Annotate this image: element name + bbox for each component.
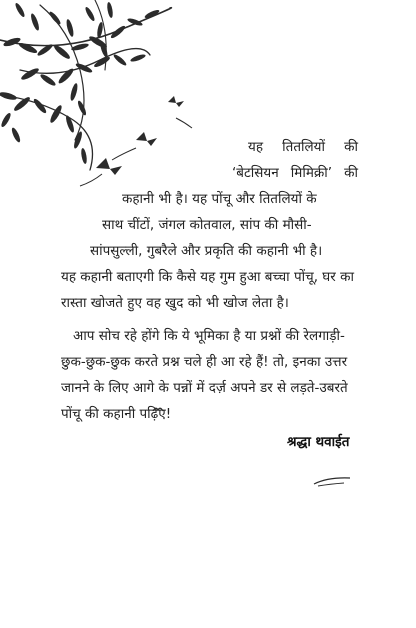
paragraph1-line4: साथ चींटों, जंगल कोतवाल, सांप की मौसी- bbox=[102, 217, 312, 233]
butterfly-icon-top bbox=[168, 96, 184, 107]
paragraph2-line1: आप सोच रहे होंगे कि ये भूमिका है या प्रश्नों की रेलगाड़ी- bbox=[73, 328, 345, 344]
paragraph1-line2 bbox=[232, 164, 358, 182]
word: की bbox=[344, 139, 358, 155]
paragraph2-line3: जानने के लिए आगे के पन्नों में दर्ज़ अपने डर से लड़ते-उबरते bbox=[61, 380, 348, 396]
willow-butterflies-illustration bbox=[0, 0, 240, 220]
flourish-decoration bbox=[312, 474, 352, 488]
author-signature: श्रद्धा थवाईत bbox=[287, 434, 350, 450]
paragraph2-line4: पोंचू की कहानी पढ़िए! bbox=[61, 406, 172, 422]
word: ‘बेटसियन bbox=[232, 165, 279, 181]
butterfly-icon-middle bbox=[136, 132, 157, 146]
word: की bbox=[344, 165, 358, 181]
paragraph1-line7: रास्ता खोजते हुए वह खुद को भी खोज लेता है। bbox=[61, 295, 289, 311]
bird-icon-small bbox=[152, 405, 164, 413]
butterfly-icon-bottom bbox=[96, 158, 122, 175]
word: तितलियों bbox=[282, 139, 325, 155]
paragraph1-line5: सांपसुल्ली, गुबरैले और प्रकृति की कहानी भी है। bbox=[90, 243, 323, 259]
paragraph1-line3: कहानी भी है। यह पोंचू और तितलियों के bbox=[122, 191, 317, 207]
willow-branches bbox=[0, 0, 171, 170]
paragraph1-line1 bbox=[248, 138, 358, 156]
word: मिमिक्री’ bbox=[290, 165, 333, 181]
paragraph2-line2: छुक-छुक-छुक करते प्रश्न चले ही आ रहे हैं! तो, इनका उत्तर bbox=[61, 354, 348, 370]
paragraph1-line6: यह कहानी बताएगी कि कैसे यह गुम हुआ बच्चा पोंचू, घर का bbox=[61, 269, 354, 285]
word: यह bbox=[248, 139, 263, 155]
